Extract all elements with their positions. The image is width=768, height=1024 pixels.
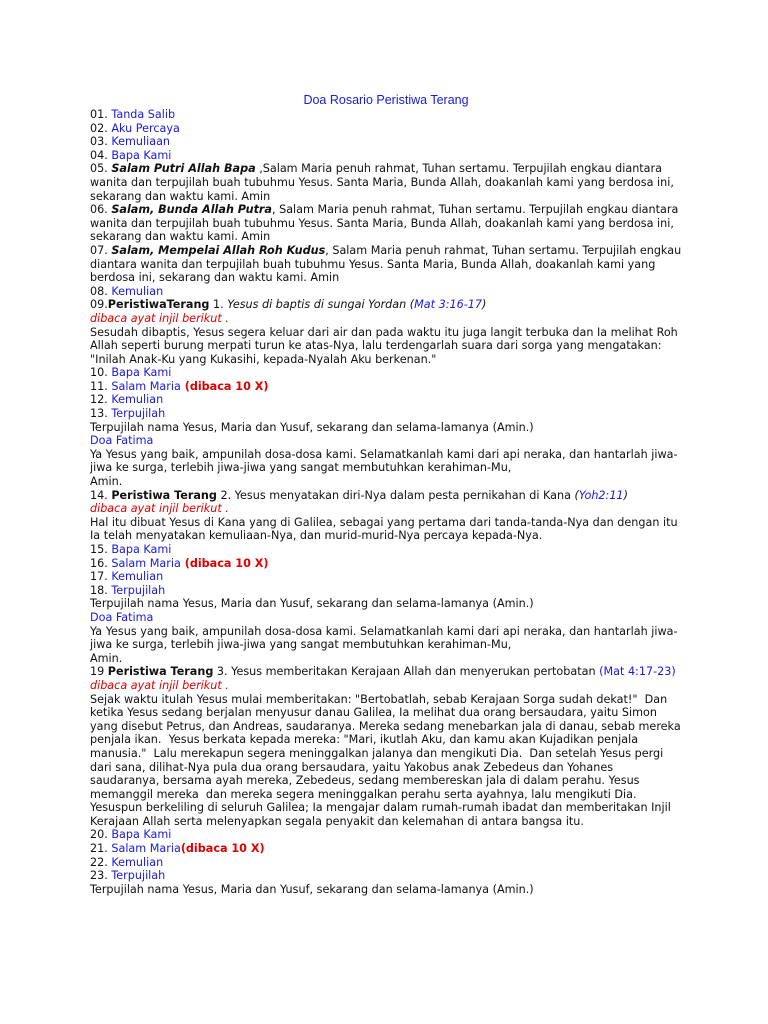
- item-number: 07.: [90, 243, 112, 257]
- item-number: 05.: [90, 162, 112, 176]
- paren-open: (: [406, 298, 415, 312]
- list-item-05: [90, 162, 682, 203]
- item-number: 22.: [90, 855, 112, 869]
- list-item-10: [90, 366, 682, 380]
- list-item-16: [90, 557, 682, 571]
- link-salam-maria[interactable]: Salam Maria: [111, 842, 181, 856]
- item-number: 09.: [90, 298, 108, 312]
- item-number: 10.: [90, 366, 112, 380]
- item-number: 01.: [90, 108, 112, 121]
- list-item-11: [90, 380, 682, 394]
- link-aku-percaya[interactable]: Aku Percaya: [111, 121, 180, 135]
- item-number: 02.: [90, 121, 112, 135]
- list-item-15: [90, 543, 682, 557]
- mystery-title: 2. Yesus menyatakan diri-Nya dalam pesta pernikahan di Kana: [216, 488, 575, 502]
- item-number: 04.: [90, 148, 112, 162]
- item-number: 11.: [90, 379, 112, 393]
- list-item-21: [90, 842, 682, 856]
- link-doa-fatima[interactable]: Doa Fatima: [90, 610, 154, 624]
- mystery-title: Yesus di baptis di sungai Yordan: [227, 298, 407, 312]
- repeat-note: (dibaca 10 X): [180, 842, 265, 856]
- link-terpujilah[interactable]: Terpujilah: [111, 407, 166, 421]
- link-tanda-salib[interactable]: Tanda Salib: [111, 108, 176, 121]
- item-number: 08.: [90, 284, 112, 298]
- link-kemuliaan[interactable]: Kemuliaan: [111, 135, 171, 149]
- doa-fatima-text: Ya Yesus yang baik, ampunilah dosa-dosa kami. Selamatkanlah kami dari api neraka, dan hantarlah jiwa-jiwa ke surga, terlebih jiwa-jiwa yang sangat membutuhkan kerahiman-Mu,: [90, 624, 678, 652]
- link-doa-fatima[interactable]: Doa Fatima: [90, 434, 154, 448]
- item-number: 20.: [90, 828, 112, 842]
- item-number: 16.: [90, 556, 112, 570]
- item-number: 12.: [90, 393, 112, 407]
- scripture-ref-link[interactable]: Yoh2:11: [578, 488, 624, 502]
- repeat-note: (dibaca 10 X): [180, 379, 269, 393]
- prayer-text: ,Salam Maria penuh rahmat, Tuhan sertamu. Terpujilah engkau diantara wanita dan terpujilah buah tubuhmu Yesus. Santa Maria, Bunda Allah, doakanlah kami yang berdosa ini, sekarang dan waktu kami. Amin: [90, 162, 678, 203]
- list-item-06: [90, 203, 682, 244]
- item-number: 03.: [90, 135, 112, 149]
- link-bapa-kami[interactable]: Bapa Kami: [111, 366, 172, 380]
- link-terpujilah[interactable]: Terpujilah: [111, 583, 166, 597]
- prayer-heading: Salam, Bunda Allah Putra: [111, 203, 272, 217]
- scripture-passage-3: Sejak waktu itulah Yesus mulai memberitakan: "Bertobatlah, sebab Kerajaan Sorga sudah dekat!" Dan ketika Yesus sedang berjalan menyusur danau Galilea, Ia melihat dua orang bersaudara, yaitu Simon yang disebut Petrus, dan Andreas, saudaranya. Mereka sedang menebarkan jala di danau, sebab mereka penjala ikan. Yesus berkata kepada mereka: "Mari, ikutlah Aku, dan kamu akan Kujadikan penjala manusia." Lalu merekapun segera meninggalkan jalanya dan mengikuti Dia. Dan setelah Yesus pergi dari sana, dilihat-Nya pula dua orang bersaudara, yaitu Yakobus anak Zebedeus dan Yohanes saudaranya, bersama ayah mereka, Zebedeus, sedang membereskan jala di dalam perahu. Yesus memanggil mereka dan mereka segera meninggalkan perahu serta ayahnya, lalu mengikuti Dia. Yesuspun berkeliling di seluruh Galilea; Ia mengajar dalam rumah-rumah ibadat dan memberitakan Injil Kerajaan Allah serta melenyapkan segala penyakit dan kelemahan di antara bangsa itu.: [90, 692, 685, 828]
- mystery-title: 3. Yesus memberitakan Kerajaan Allah dan menyerukan pertobatan: [213, 665, 600, 679]
- read-note: dibaca ayat injil berikut .: [90, 678, 229, 692]
- list-item-12: [90, 393, 682, 407]
- amin-text: Amin.: [90, 651, 123, 665]
- link-kemulian[interactable]: Kemulian: [111, 570, 164, 584]
- link-salam-maria[interactable]: Salam Maria: [111, 379, 181, 393]
- item-number: 21.: [90, 842, 112, 856]
- prayer-heading: Salam, Mempelai Allah Roh Kudus: [111, 243, 326, 257]
- item-number: 19: [90, 665, 108, 679]
- read-note: dibaca ayat injil berikut .: [90, 311, 229, 325]
- document-title: Doa Rosario Peristiwa Terang: [303, 93, 469, 107]
- list-item-18: [90, 584, 682, 598]
- link-kemulian[interactable]: Kemulian: [111, 855, 164, 869]
- list-item-20: [90, 828, 682, 842]
- paren-open: (: [574, 488, 579, 502]
- item-number: 13.: [90, 407, 112, 421]
- list-item-01: [90, 108, 682, 122]
- read-note: dibaca ayat injil berikut .: [90, 502, 229, 516]
- list-item-03: [90, 135, 682, 149]
- link-kemulian[interactable]: Kemulian: [111, 284, 164, 298]
- link-salam-maria[interactable]: Salam Maria: [111, 556, 181, 570]
- repeat-note: (dibaca 10 X): [180, 556, 269, 570]
- link-bapa-kami[interactable]: Bapa Kami: [111, 828, 172, 842]
- item-number: 18.: [90, 583, 112, 597]
- mystery-number: 1.: [209, 298, 228, 312]
- prayer-heading: Salam Putri Allah Bapa: [111, 162, 256, 176]
- list-item-22: [90, 856, 682, 870]
- scripture-ref-link[interactable]: Mat 3:16-17: [414, 298, 483, 312]
- mystery-label: Peristiwa Terang: [107, 665, 214, 679]
- item-number: 06.: [90, 203, 112, 217]
- list-item-02: [90, 122, 682, 136]
- list-item-17: [90, 570, 682, 584]
- mystery-2-heading: [90, 489, 682, 503]
- link-kemulian[interactable]: Kemulian: [111, 393, 164, 407]
- prayer-text: , Salam Maria penuh rahmat, Tuhan sertamu. Terpujilah engkau diantara wanita dan terpujilah buah tubuhmu Yesus. Santa Maria, Bunda Allah, doakanlah kami yang berdosa ini, sekarang dan waktu kami. Amin: [90, 243, 685, 285]
- item-number: 15.: [90, 543, 112, 556]
- list-item-07: [90, 243, 685, 285]
- prayer-text: , Salam Maria penuh rahmat, Tuhan sertamu. Terpujilah engkau diantara wanita dan terpujilah buah tubuhmu Yesus. Santa Maria, Bunda Allah, doakanlah kami yang berdosa ini, sekarang dan waktu kami. Amin: [90, 203, 682, 244]
- terpujilah-text: Terpujilah nama Yesus, Maria dan Yusuf, sekarang dan selama-lamanya (Amin.): [90, 882, 534, 896]
- mystery-1-heading: [90, 298, 682, 312]
- item-number: 23.: [90, 869, 112, 883]
- terpujilah-text: Terpujilah nama Yesus, Maria dan Yusuf, sekarang dan selama-lamanya (Amin.): [90, 420, 534, 434]
- mystery-label: Peristiwa Terang: [111, 488, 217, 502]
- mystery-3-heading: [90, 665, 682, 679]
- link-terpujilah[interactable]: Terpujilah: [111, 869, 166, 883]
- item-number: 17.: [90, 570, 112, 584]
- item-number: 14.: [90, 488, 112, 502]
- scripture-passage-1: Sesudah dibaptis, Yesus segera keluar dari air dan pada waktu itu juga langit terbuka dan Ia melihat Roh Allah seperti burung merpati turun ke atas-Nya, lalu terdengarlah suara dari sorga yang mengatakan: "Inilah Anak-Ku yang Kukasihi, kepada-Nyalah Aku berkenan.": [90, 325, 682, 366]
- list-item-04: [90, 149, 682, 163]
- link-bapa-kami[interactable]: Bapa Kami: [111, 148, 172, 162]
- list-item-23: [90, 869, 682, 883]
- link-bapa-kami[interactable]: Bapa Kami: [111, 543, 172, 556]
- document-page: [90, 93, 685, 896]
- doa-fatima-text: Ya Yesus yang baik, ampunilah dosa-dosa kami. Selamatkanlah kami dari api neraka, dan hantarlah jiwa-jiwa ke surga, terlebih jiwa-jiwa yang sangat membutuhkan kerahiman-Mu,: [90, 447, 678, 475]
- amin-text: Amin.: [90, 475, 123, 489]
- paren-close: ): [623, 488, 628, 502]
- list-item-08: [90, 285, 682, 299]
- list-item-13: [90, 407, 682, 421]
- terpujilah-text: Terpujilah nama Yesus, Maria dan Yusuf, sekarang dan selama-lamanya (Amin.): [90, 597, 534, 611]
- scripture-passage-2: Hal itu dibuat Yesus di Kana yang di Galilea, sebagai yang pertama dari tanda-tanda-Nya dan dengan itu Ia telah menyatakan kemuliaan-Nya, dan murid-murid-Nya percaya kepada-Nya.: [90, 515, 682, 543]
- scripture-ref-link[interactable]: (Mat 4:17-23): [599, 665, 676, 679]
- mystery-label: PeristiwaTerang: [107, 298, 210, 312]
- paren-close: ): [482, 298, 487, 312]
